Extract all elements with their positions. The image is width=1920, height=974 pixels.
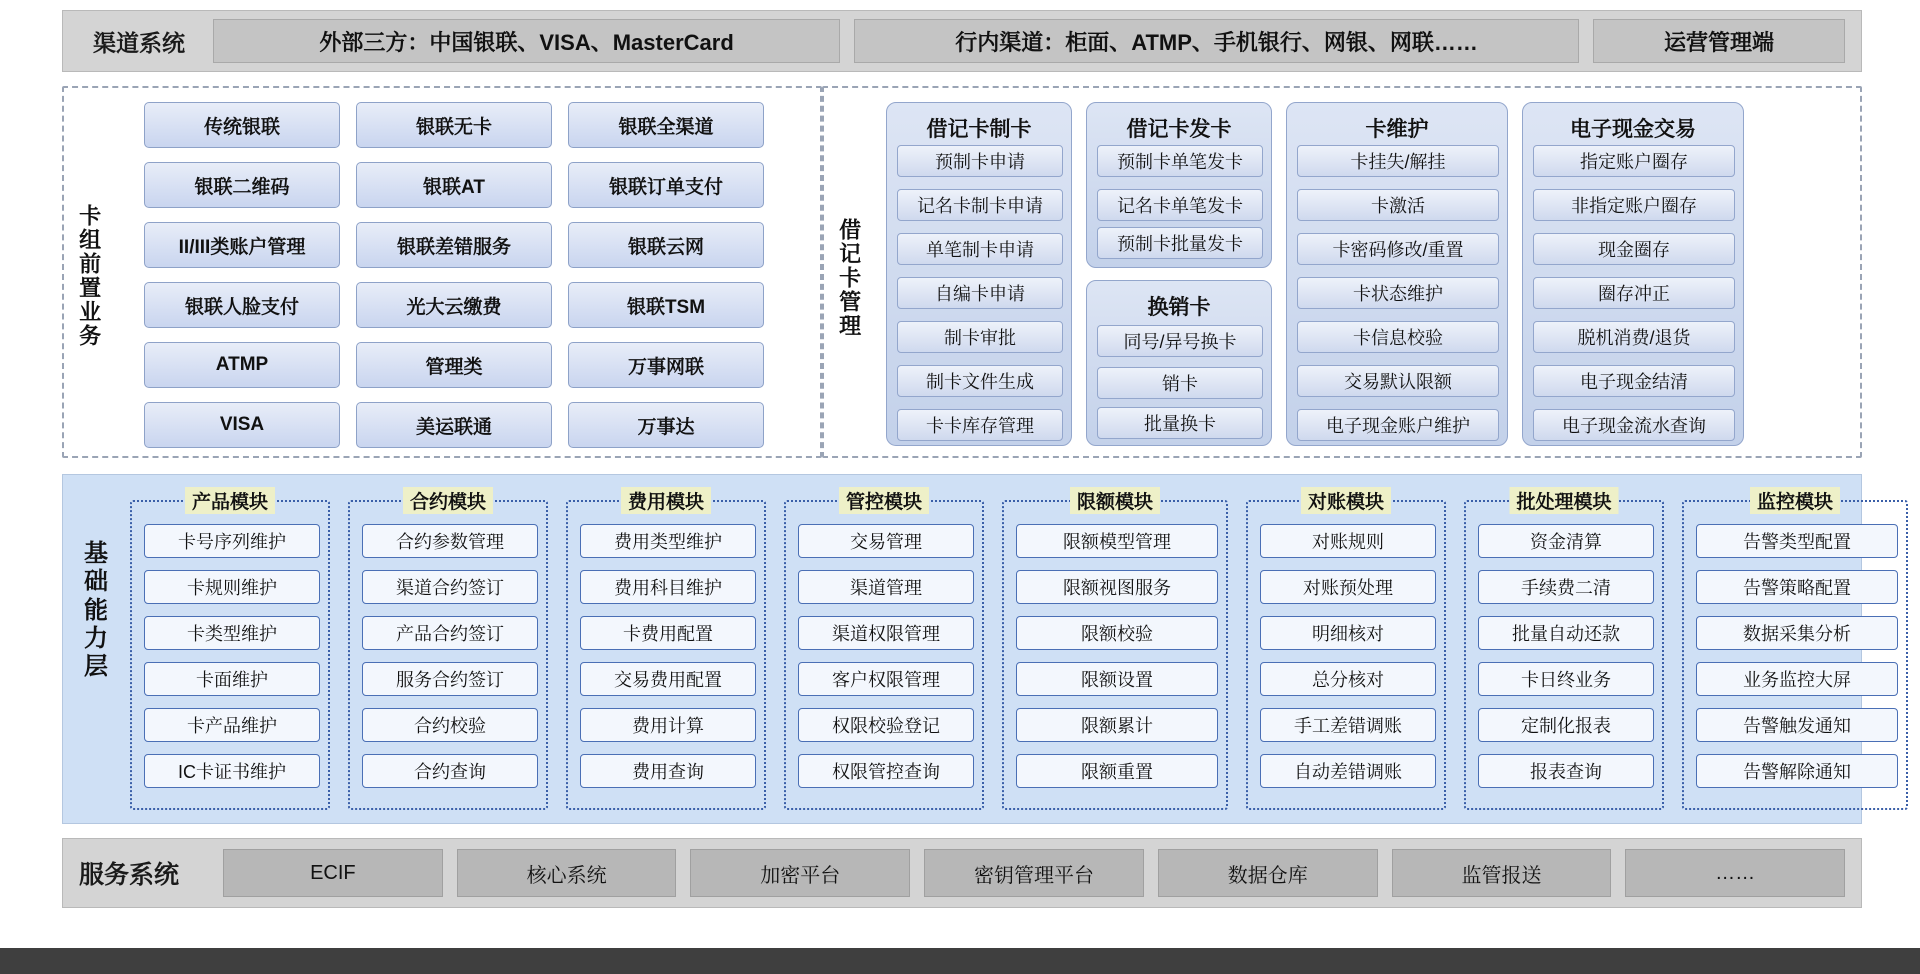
panel-debit-card-issuance	[1086, 102, 1272, 268]
sub-load-reversal[interactable]: 圈存冲正	[1533, 277, 1735, 309]
sub-same-diff-number-replacement[interactable]: 同号/异号换卡	[1097, 325, 1263, 357]
item-limit-view-service[interactable]: 限额视图服务	[1016, 570, 1218, 604]
item-transaction-fee-configuration[interactable]: 交易费用配置	[580, 662, 756, 696]
cell-unionpay-cardless[interactable]: 银联无卡	[356, 102, 552, 148]
service-pill-regulatory-reporting[interactable]: 监管报送	[1392, 849, 1612, 897]
sub-card-cancellation[interactable]: 销卡	[1097, 367, 1263, 399]
sub-card-password-change-reset[interactable]: 卡密码修改/重置	[1297, 233, 1499, 265]
item-automatic-error-adjustment[interactable]: 自动差错调账	[1260, 754, 1436, 788]
sub-card-activation[interactable]: 卡激活	[1297, 189, 1499, 221]
module-title-control: 管控模块	[839, 487, 929, 514]
sub-named-card-production-application[interactable]: 记名卡制卡申请	[897, 189, 1063, 221]
sub-single-card-production-application[interactable]: 单笔制卡申请	[897, 233, 1063, 265]
item-card-fee-configuration[interactable]: 卡费用配置	[580, 616, 756, 650]
channel-pill-operations-console: 运营管理端	[1593, 19, 1845, 63]
sub-batch-card-replacement[interactable]: 批量换卡	[1097, 407, 1263, 439]
service-pill-more: ……	[1625, 849, 1845, 897]
item-business-monitoring-dashboard[interactable]: 业务监控大屏	[1696, 662, 1898, 696]
module-title-contract: 合约模块	[403, 487, 493, 514]
item-customized-report[interactable]: 定制化报表	[1478, 708, 1654, 742]
item-reconciliation-preprocessing[interactable]: 对账预处理	[1260, 570, 1436, 604]
debit-card-management-label: 借记卡管理	[836, 218, 862, 338]
cell-visa[interactable]: VISA	[144, 402, 340, 448]
sub-card-inventory-management[interactable]: 卡卡库存管理	[897, 409, 1063, 441]
sub-ecash-transaction-query[interactable]: 电子现金流水查询	[1533, 409, 1735, 441]
debit-card-management-group	[822, 86, 1862, 458]
channel-pill-internal-channels: 行内渠道：柜面、ATMP、手机银行、网银、网联……	[854, 19, 1579, 63]
sub-non-designated-account-load[interactable]: 非指定账户圈存	[1533, 189, 1735, 221]
panel-title-card-issuance: 借记卡发卡	[1126, 118, 1232, 141]
module-control	[784, 492, 984, 810]
item-alert-strategy-configuration[interactable]: 告警策略配置	[1696, 570, 1898, 604]
item-alert-trigger-notification[interactable]: 告警触发通知	[1696, 708, 1898, 742]
sub-designated-account-load[interactable]: 指定账户圈存	[1533, 145, 1735, 177]
item-limit-model-management[interactable]: 限额模型管理	[1016, 524, 1218, 558]
module-title-limit: 限额模块	[1070, 487, 1160, 514]
module-monitoring	[1682, 492, 1908, 810]
card-network-frontend-group	[62, 86, 822, 458]
item-fee-secondary-clearing[interactable]: 手续费二清	[1478, 570, 1654, 604]
item-card-rule-maintenance[interactable]: 卡规则维护	[144, 570, 320, 604]
item-contract-parameter-management[interactable]: 合约参数管理	[362, 524, 538, 558]
item-limit-accumulation[interactable]: 限额累计	[1016, 708, 1218, 742]
cell-unionpay-error-service[interactable]: 银联差错服务	[356, 222, 552, 268]
cell-unionpay-cloud-net[interactable]: 银联云网	[568, 222, 764, 268]
cell-unionpay-face-payment[interactable]: 银联人脸支付	[144, 282, 340, 328]
item-permission-verification-registration[interactable]: 权限校验登记	[798, 708, 974, 742]
sub-ecash-settlement[interactable]: 电子现金结清	[1533, 365, 1735, 397]
sub-prepared-card-batch-issue[interactable]: 预制卡批量发卡	[1097, 227, 1263, 259]
item-fee-subject-maintenance[interactable]: 费用科目维护	[580, 570, 756, 604]
sub-ecash-account-maintenance[interactable]: 电子现金账户维护	[1297, 409, 1499, 441]
cell-atmp[interactable]: ATMP	[144, 342, 340, 388]
cell-unionpay-order-payment[interactable]: 银联订单支付	[568, 162, 764, 208]
service-pill-data-warehouse[interactable]: 数据仓库	[1158, 849, 1378, 897]
item-contract-verification[interactable]: 合约校验	[362, 708, 538, 742]
sub-self-numbered-card-application[interactable]: 自编卡申请	[897, 277, 1063, 309]
service-pill-encryption-platform[interactable]: 加密平台	[690, 849, 910, 897]
cell-traditional-unionpay[interactable]: 传统银联	[144, 102, 340, 148]
item-manual-error-adjustment[interactable]: 手工差错调账	[1260, 708, 1436, 742]
channel-pill-external-third-party: 外部三方：中国银联、VISA、MasterCard	[213, 19, 840, 63]
channel-system-title: 渠道系统	[93, 29, 185, 56]
footer-bar	[0, 948, 1920, 974]
module-product	[130, 492, 330, 810]
item-batch-auto-repayment[interactable]: 批量自动还款	[1478, 616, 1654, 650]
item-limit-setting[interactable]: 限额设置	[1016, 662, 1218, 696]
item-card-type-maintenance[interactable]: 卡类型维护	[144, 616, 320, 650]
sub-named-card-single-issue[interactable]: 记名卡单笔发卡	[1097, 189, 1263, 221]
item-product-contract-signing[interactable]: 产品合约签订	[362, 616, 538, 650]
item-card-number-sequence-maintenance[interactable]: 卡号序列维护	[144, 524, 320, 558]
cell-unionpay-qrcode[interactable]: 银联二维码	[144, 162, 340, 208]
item-alert-clear-notification[interactable]: 告警解除通知	[1696, 754, 1898, 788]
cell-class2-3-account-mgmt[interactable]: II/III类账户管理	[144, 222, 340, 268]
cell-unionpay-tsm[interactable]: 银联TSM	[568, 282, 764, 328]
sub-card-file-generation[interactable]: 制卡文件生成	[897, 365, 1063, 397]
sub-transaction-default-limit[interactable]: 交易默认限额	[1297, 365, 1499, 397]
item-fund-clearing[interactable]: 资金清算	[1478, 524, 1654, 558]
item-fee-query[interactable]: 费用查询	[580, 754, 756, 788]
sub-prepared-card-application[interactable]: 预制卡申请	[897, 145, 1063, 177]
item-limit-verification[interactable]: 限额校验	[1016, 616, 1218, 650]
item-fee-type-maintenance[interactable]: 费用类型维护	[580, 524, 756, 558]
module-batch-processing	[1464, 492, 1664, 810]
panel-title-electronic-cash: 电子现金交易	[1570, 118, 1696, 141]
item-channel-contract-signing[interactable]: 渠道合约签订	[362, 570, 538, 604]
sub-card-info-verification[interactable]: 卡信息校验	[1297, 321, 1499, 353]
module-reconciliation	[1246, 492, 1446, 810]
cell-unionpay-omnichannel[interactable]: 银联全渠道	[568, 102, 764, 148]
panel-title-card-replacement: 换销卡	[1147, 296, 1211, 319]
sub-prepared-card-single-issue[interactable]: 预制卡单笔发卡	[1097, 145, 1263, 177]
module-fee	[566, 492, 766, 810]
item-total-subtotal-checking[interactable]: 总分核对	[1260, 662, 1436, 696]
panel-card-replacement-cancellation	[1086, 280, 1272, 446]
channel-system-band	[62, 10, 1862, 72]
sub-offline-consumption-refund[interactable]: 脱机消费/退货	[1533, 321, 1735, 353]
item-channel-management[interactable]: 渠道管理	[798, 570, 974, 604]
item-card-product-maintenance[interactable]: 卡产品维护	[144, 708, 320, 742]
panel-title-card-maintenance: 卡维护	[1365, 118, 1429, 141]
cell-management-class[interactable]: 管理类	[356, 342, 552, 388]
cell-amex-unicom[interactable]: 美运联通	[356, 402, 552, 448]
module-title-reconciliation: 对账模块	[1301, 487, 1391, 514]
item-contract-query[interactable]: 合约查询	[362, 754, 538, 788]
module-contract	[348, 492, 548, 810]
sub-card-status-maintenance[interactable]: 卡状态维护	[1297, 277, 1499, 309]
item-card-end-of-day-business[interactable]: 卡日终业务	[1478, 662, 1654, 696]
module-limit	[1002, 492, 1228, 810]
module-title-fee: 费用模块	[621, 487, 711, 514]
item-limit-reset[interactable]: 限额重置	[1016, 754, 1218, 788]
item-reconciliation-rule[interactable]: 对账规则	[1260, 524, 1436, 558]
item-service-contract-signing[interactable]: 服务合约签订	[362, 662, 538, 696]
cell-mastercard[interactable]: 万事达	[568, 402, 764, 448]
item-transaction-management[interactable]: 交易管理	[798, 524, 974, 558]
service-pill-ecif[interactable]: ECIF	[223, 849, 443, 897]
service-system-band	[62, 838, 1862, 908]
cell-unionpay-at[interactable]: 银联AT	[356, 162, 552, 208]
panel-electronic-cash-transaction	[1522, 102, 1744, 446]
sub-cash-load[interactable]: 现金圈存	[1533, 233, 1735, 265]
panel-card-maintenance	[1286, 102, 1508, 446]
item-report-query[interactable]: 报表查询	[1478, 754, 1654, 788]
sub-card-loss-unfreeze[interactable]: 卡挂失/解挂	[1297, 145, 1499, 177]
item-channel-permission-management[interactable]: 渠道权限管理	[798, 616, 974, 650]
item-customer-permission-management[interactable]: 客户权限管理	[798, 662, 974, 696]
item-card-face-maintenance[interactable]: 卡面维护	[144, 662, 320, 696]
service-pill-core-system[interactable]: 核心系统	[457, 849, 677, 897]
module-title-monitoring: 监控模块	[1750, 487, 1840, 514]
item-permission-control-query[interactable]: 权限管控查询	[798, 754, 974, 788]
module-title-product: 产品模块	[185, 487, 275, 514]
module-title-batch-processing: 批处理模块	[1509, 487, 1618, 514]
item-alert-type-configuration[interactable]: 告警类型配置	[1696, 524, 1898, 558]
item-ic-card-certificate-maintenance[interactable]: IC卡证书维护	[144, 754, 320, 788]
panel-debit-card-production	[886, 102, 1072, 446]
card-network-frontend-label: 卡组前置业务	[76, 204, 102, 348]
service-pill-key-management-platform[interactable]: 密钥管理平台	[924, 849, 1144, 897]
cell-mastercard-netlink[interactable]: 万事网联	[568, 342, 764, 388]
sub-card-production-approval[interactable]: 制卡审批	[897, 321, 1063, 353]
service-system-title: 服务系统	[79, 861, 180, 889]
item-data-collection-analysis[interactable]: 数据采集分析	[1696, 616, 1898, 650]
item-fee-calculation[interactable]: 费用计算	[580, 708, 756, 742]
panel-title-card-production: 借记卡制卡	[926, 118, 1032, 141]
item-detail-checking[interactable]: 明细核对	[1260, 616, 1436, 650]
base-capability-layer-label: 基础能力层	[84, 540, 108, 681]
cell-everbright-cloud-payment[interactable]: 光大云缴费	[356, 282, 552, 328]
